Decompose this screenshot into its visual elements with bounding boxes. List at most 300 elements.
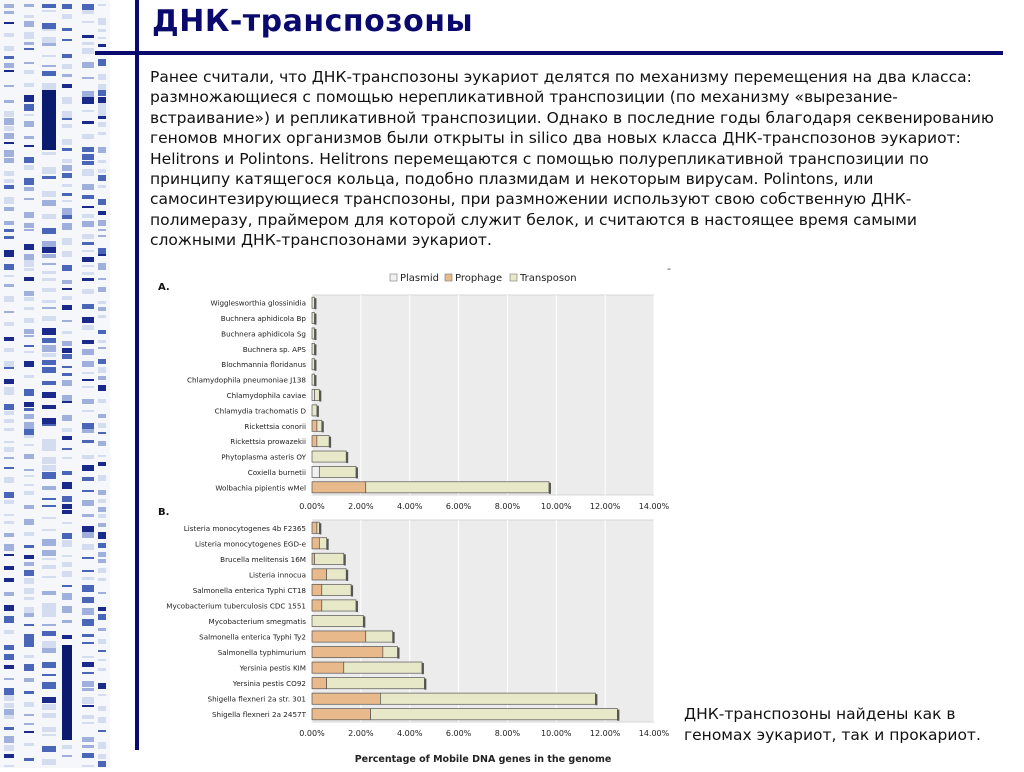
- panel-a-bar-transposon: [312, 343, 314, 354]
- panel-b-bar-shadow: [346, 570, 348, 581]
- gel-band: [62, 482, 72, 489]
- panel-a-category-label: Phytoplasma asteris OY: [221, 452, 306, 462]
- gel-band: [42, 214, 56, 219]
- gel-band: [42, 307, 56, 309]
- panel-a-plot-area: [312, 295, 654, 495]
- gel-band: [42, 465, 56, 471]
- gel-band: [24, 570, 34, 576]
- gel-band: [42, 576, 56, 578]
- gel-band: [4, 754, 14, 758]
- gel-band: [82, 557, 94, 559]
- panel-b-category-label: Listeria monocytogenes 4b F2365: [183, 523, 306, 533]
- panel-a-bar-transposon: [312, 328, 314, 339]
- panel-a-x-tick-label: 4.00%: [397, 502, 423, 511]
- gel-band: [42, 505, 56, 507]
- gel-band: [98, 287, 106, 292]
- gel-band: [4, 171, 14, 176]
- gel-band: [42, 517, 56, 519]
- gel-band: [24, 83, 34, 87]
- gel-band: [24, 307, 34, 310]
- slide-title: ДНК-транспозоны: [152, 4, 474, 39]
- gel-band: [4, 578, 14, 582]
- gel-band: [42, 288, 56, 292]
- gel-band: [98, 559, 106, 563]
- gel-band: [62, 373, 72, 376]
- gel-band: [62, 415, 72, 421]
- gel-band: [4, 322, 14, 326]
- gel-band: [98, 330, 106, 334]
- gel-band: [62, 395, 72, 402]
- gel-band: [98, 116, 106, 119]
- gel-band: [42, 353, 56, 357]
- gel-band: [98, 169, 106, 173]
- gel-band: [4, 361, 14, 368]
- panel-a-bar-prophage: [312, 482, 366, 493]
- gel-band: [62, 745, 72, 749]
- gel-band: [98, 347, 106, 349]
- gel-band: [42, 345, 56, 352]
- gel-band: [24, 361, 34, 367]
- gel-band: [82, 349, 94, 355]
- gel-band: [98, 315, 106, 318]
- panel-b-bar-transposon: [327, 569, 347, 580]
- gel-band: [62, 585, 72, 587]
- gel-band: [24, 613, 34, 617]
- gel-band: [24, 545, 34, 548]
- gel-band: [4, 745, 14, 751]
- gel-band: [24, 691, 34, 694]
- gel-band: [62, 111, 72, 118]
- gel-band: [98, 499, 106, 503]
- panel-a-category-label: Buchnera sp. APS: [242, 344, 306, 354]
- gel-band: [4, 533, 14, 537]
- gel-band: [98, 301, 106, 304]
- panel-a-x-tick-label: 0.00%: [299, 502, 325, 511]
- gel-band: [24, 277, 34, 281]
- gel-band: [4, 554, 14, 556]
- gel-band: [24, 48, 34, 50]
- gel-band: [24, 375, 34, 378]
- panel-b-x-tick-label: 2.00%: [348, 729, 374, 738]
- gel-band: [4, 500, 14, 504]
- gel-band: [98, 44, 106, 47]
- gel-band: [4, 703, 14, 708]
- panel-b-x-tick-label: 10.00%: [541, 729, 572, 738]
- gel-band: [98, 462, 106, 466]
- gel-band: [98, 441, 106, 446]
- gel-band: [82, 250, 94, 252]
- panel-b-bar-prophage: [312, 631, 366, 642]
- panel-a-x-tick-label: 2.00%: [348, 502, 374, 511]
- gel-band-dark: [62, 645, 72, 740]
- gel-band: [4, 736, 14, 743]
- gel-band: [24, 624, 34, 626]
- gel-band: [4, 337, 14, 341]
- gel-band: [4, 467, 14, 469]
- gel-band: [42, 472, 56, 479]
- panel-a-category-label: Coxiella burnetii: [247, 467, 306, 477]
- gel-band: [82, 715, 94, 719]
- gel-band: [4, 197, 14, 204]
- gel-band: [24, 491, 34, 495]
- gel-band: [98, 592, 106, 594]
- gel-band: [98, 683, 106, 689]
- gel-band: [82, 642, 94, 644]
- panel-a-bar-shadow: [314, 314, 316, 325]
- panel-a-label: A.: [158, 282, 170, 293]
- panel-a-bar-transposon: [312, 359, 314, 370]
- gel-band: [62, 139, 72, 145]
- legend-label-prophage: Prophage: [455, 273, 503, 284]
- gel-band: [4, 688, 14, 695]
- panel-b-category-label: Salmonella enterica Typhi Ty2: [199, 632, 306, 642]
- gel-band: [98, 399, 106, 403]
- gel-band: [4, 447, 14, 452]
- gel-band: [82, 4, 94, 11]
- gel-band: [42, 152, 56, 155]
- gel-band: [42, 704, 56, 710]
- gel-band: [82, 121, 94, 124]
- gel-band: [62, 504, 72, 509]
- gel-band: [98, 376, 106, 380]
- gel-band: [82, 272, 94, 275]
- gel-band: [24, 244, 34, 250]
- gel-band: [62, 4, 72, 9]
- gel-band: [98, 514, 106, 518]
- gel-band: [42, 418, 56, 424]
- gel-band: [82, 35, 94, 38]
- gel-band: [42, 424, 56, 426]
- gel-band: [42, 247, 56, 253]
- gel-band: [24, 469, 34, 471]
- gel-band: [62, 448, 72, 450]
- gel-band: [42, 65, 56, 67]
- gel-band: [42, 486, 56, 490]
- gel-band: [4, 566, 14, 570]
- gel-band: [42, 4, 56, 8]
- gel-band: [42, 176, 56, 179]
- gel-band: [62, 54, 72, 58]
- vertical-accent-line: [135, 0, 139, 750]
- gel-band: [62, 562, 72, 567]
- gel-band: [82, 410, 94, 412]
- gel-band: [82, 656, 94, 658]
- gel-band: [42, 550, 56, 556]
- gel-band: [42, 759, 56, 765]
- panel-a-bar-shadow: [314, 360, 316, 371]
- gel-band: [42, 338, 56, 343]
- gel-band: [82, 154, 94, 160]
- panel-b-bar-shadow: [319, 523, 321, 534]
- gel-band: [42, 263, 56, 265]
- gel-band: [42, 278, 56, 281]
- gel-band: [98, 455, 106, 457]
- panel-b-label: B.: [158, 507, 170, 518]
- gel-band: [62, 354, 72, 359]
- panel-a-bar-transposon: [312, 374, 314, 385]
- gel-band: [98, 97, 106, 104]
- gel-band: [4, 118, 14, 125]
- gel-band: [82, 265, 94, 267]
- gel-band: [4, 275, 14, 277]
- gel-band: [24, 655, 34, 658]
- gel-band: [24, 114, 34, 116]
- gel-band: [82, 619, 94, 626]
- gel-band: [42, 610, 56, 617]
- gel-band: [98, 694, 106, 696]
- gel-band: [62, 251, 72, 257]
- gel-band: [42, 565, 56, 569]
- stray-mark: -: [667, 262, 671, 275]
- gel-band: [24, 297, 34, 301]
- panel-a-bar-shadow: [314, 375, 316, 386]
- panel-b-bar-prophage: [312, 553, 314, 564]
- panel-a-category-label: Chlamydia trachomatis D: [214, 406, 306, 416]
- gel-band: [62, 223, 72, 230]
- gel-band: [42, 191, 56, 197]
- gel-band: [4, 150, 14, 157]
- gel-band: [82, 340, 94, 344]
- gel-band: [4, 111, 14, 117]
- gel-band: [42, 727, 56, 732]
- gel-band: [4, 311, 14, 313]
- gel-band: [42, 713, 56, 718]
- gel-band: [4, 727, 14, 730]
- panel-a-bar-prophage: [312, 420, 317, 431]
- gel-band: [82, 399, 94, 404]
- gel-band: [82, 705, 94, 707]
- gel-band: [98, 668, 106, 671]
- gel-band: [4, 126, 14, 131]
- panel-a-bar-shadow: [346, 452, 348, 463]
- gel-band: [82, 585, 94, 592]
- gel-band: [98, 532, 106, 539]
- gel-band: [98, 160, 106, 163]
- panel-a-category-label: Buchnera aphidicola Sg: [221, 329, 306, 339]
- panel-a-bar-transposon: [312, 451, 346, 462]
- gel-band: [82, 608, 94, 615]
- gel-band: [62, 238, 72, 245]
- panel-b-bar-prophage: [312, 569, 327, 580]
- gel-band: [62, 366, 72, 368]
- panel-a-bar-transposon: [317, 420, 322, 431]
- gel-band: [24, 664, 34, 671]
- panel-a-category-label: Rickettsia conorii: [244, 421, 306, 431]
- gel-band: [62, 118, 72, 120]
- gel-band: [98, 475, 106, 481]
- gel-band: [98, 659, 106, 661]
- gel-band: [98, 706, 106, 711]
- gel-band: [4, 709, 14, 716]
- gel-band: [62, 74, 72, 77]
- gel-band: [42, 591, 56, 595]
- panel-b-bar-shadow: [327, 539, 329, 550]
- gel-band: [98, 4, 106, 6]
- panel-a-bar-shadow: [322, 421, 324, 432]
- panel-b-x-tick-label: 12.00%: [589, 729, 621, 738]
- gel-band: [24, 678, 34, 682]
- gel-band: [4, 605, 14, 611]
- gel-band: [82, 10, 94, 14]
- gel-band: [24, 588, 34, 594]
- gel-band: [4, 492, 14, 498]
- gel-band: [24, 212, 34, 218]
- gel-band: [4, 4, 14, 8]
- gel-band: [42, 498, 56, 500]
- gel-band: [82, 681, 94, 687]
- gel-band: [82, 91, 94, 98]
- gel-band: [82, 242, 94, 245]
- panel-a-bar-shadow: [549, 483, 551, 494]
- gel-band: [4, 695, 14, 701]
- gel-band: [4, 264, 14, 270]
- gel-band: [62, 265, 72, 271]
- gel-band: [24, 519, 34, 525]
- panel-b-bar-transposon: [344, 662, 422, 673]
- gel-band: [62, 97, 72, 104]
- panel-a-bar-prophage: [312, 436, 317, 447]
- gel-band: [82, 62, 94, 68]
- gel-band: [4, 179, 14, 183]
- gel-band: [42, 71, 56, 76]
- gel-band: [82, 161, 94, 165]
- panel-a-bar-shadow: [356, 467, 358, 478]
- gel-band: [4, 592, 14, 596]
- gel-band: [82, 317, 94, 323]
- gel-band: [42, 558, 56, 560]
- dna-gel-image: [0, 0, 110, 768]
- gel-band: [24, 187, 34, 191]
- gel-band: [82, 48, 94, 54]
- panel-a-category-label: Chlamydophila pneumoniae J138: [187, 375, 306, 385]
- gel-band: [82, 765, 94, 767]
- panel-b-bar-shadow: [398, 647, 400, 658]
- gel-band: [62, 401, 72, 403]
- gel-band: [62, 296, 72, 300]
- panel-a-bar-transposon: [314, 389, 319, 400]
- mobile-dna-chart: [148, 262, 688, 766]
- gel-band: [82, 214, 94, 218]
- gel-band: [62, 571, 72, 577]
- gel-band: [24, 4, 34, 7]
- gel-band: [62, 496, 72, 502]
- gel-band: [82, 672, 94, 674]
- gel-band: [98, 110, 106, 116]
- panel-b-category-label: Shigella flexneri 2a str. 301: [207, 694, 306, 704]
- gel-band: [24, 345, 34, 347]
- gel-band: [24, 198, 34, 200]
- x-axis-title: Percentage of Mobile DNA genes in the genome: [354, 754, 612, 765]
- gel-band: [24, 229, 34, 231]
- gel-band: [24, 435, 34, 438]
- legend-swatch-transposon: [510, 274, 517, 281]
- gel-band: [4, 367, 14, 369]
- gel-band: [82, 697, 94, 704]
- gel-band: [4, 100, 14, 103]
- gel-band: [24, 454, 34, 459]
- panel-a-bar-shadow: [317, 406, 319, 417]
- gel-band: [42, 23, 56, 30]
- gel-band: [98, 432, 106, 434]
- gel-band: [98, 742, 106, 749]
- panel-a-bar-shadow: [314, 329, 316, 340]
- gel-band: [42, 381, 56, 385]
- gel-band: [24, 178, 34, 185]
- gel-band: [98, 607, 106, 611]
- panel-b-x-tick-label: 0.00%: [299, 729, 325, 738]
- gel-band: [42, 167, 56, 174]
- panel-a-bar-plasmid: [312, 466, 319, 477]
- gel-band: [4, 765, 14, 767]
- gel-band: [62, 436, 72, 440]
- panel-b-bar-prophage: [312, 693, 380, 704]
- gel-band: [98, 254, 106, 256]
- gel-band: [98, 235, 106, 237]
- gel-band: [98, 754, 106, 759]
- gel-band: [42, 746, 56, 752]
- legend-label-transposon: Transposon: [520, 273, 577, 284]
- gel-band: [42, 457, 56, 464]
- panel-b-bar-transposon: [380, 693, 595, 704]
- gel-band: [4, 296, 14, 302]
- gel-band: [42, 641, 56, 648]
- gel-band: [62, 280, 72, 284]
- gel-band: [62, 173, 72, 178]
- gel-band: [62, 215, 72, 219]
- gel-band: [82, 634, 94, 637]
- gel-band: [82, 21, 94, 23]
- gel-band: [62, 200, 72, 202]
- panel-b-bar-transposon: [319, 538, 326, 549]
- panel-b-bar-transposon: [322, 584, 351, 595]
- gel-band: [82, 688, 94, 691]
- panel-b-bar-shadow: [344, 554, 346, 565]
- gel-band: [98, 84, 106, 90]
- gel-band: [4, 133, 14, 139]
- gel-band: [98, 507, 106, 512]
- gel-band: [98, 628, 106, 631]
- gel-band: [4, 441, 14, 443]
- gel-band: [98, 359, 106, 364]
- gel-band: [82, 440, 94, 443]
- gel-band: [4, 645, 14, 650]
- gel-band: [4, 221, 14, 225]
- gel-band: [82, 147, 94, 152]
- gel-band: [98, 278, 106, 280]
- gel-band: [4, 411, 14, 415]
- gel-band: [4, 393, 14, 395]
- gel-band: [82, 206, 94, 208]
- gel-band: [24, 714, 34, 716]
- panel-b-category-label: Yersinia pestis CO92: [232, 679, 306, 689]
- gel-band: [82, 134, 94, 139]
- gel-band: [62, 193, 72, 196]
- gel-band: [4, 457, 14, 459]
- gel-band: [24, 104, 34, 111]
- gel-band: [62, 320, 72, 322]
- panel-b-bar-shadow: [363, 616, 365, 627]
- panel-b-bar-prophage: [312, 538, 319, 549]
- gel-band: [82, 195, 94, 199]
- gel-band: [24, 70, 34, 74]
- panel-b-x-tick-label: 14.00%: [638, 729, 670, 738]
- gel-band: [4, 654, 14, 660]
- gel-band: [42, 271, 56, 274]
- gel-band: [98, 761, 106, 767]
- panel-a-x-tick-label: 6.00%: [445, 502, 472, 511]
- panel-a-bar-transposon: [366, 482, 549, 493]
- gel-band: [24, 607, 34, 613]
